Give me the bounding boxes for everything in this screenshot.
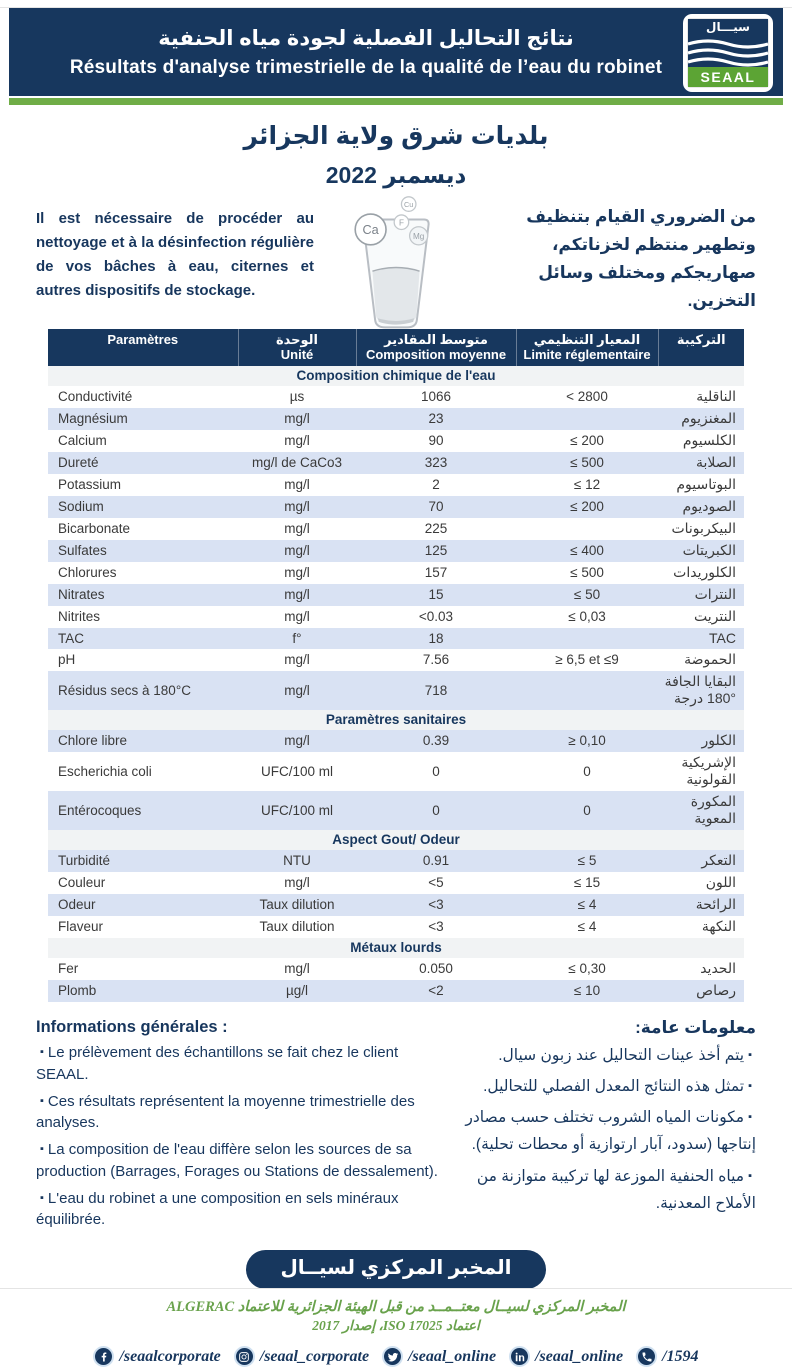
bullet-icon: ▪ (40, 1046, 44, 1058)
twitter-icon (382, 1346, 403, 1367)
cell-average-value: 157 (424, 565, 448, 580)
cell-average-value: 2 (432, 477, 440, 492)
section-title: Métaux lourds (48, 938, 744, 958)
cell-parameter-arabic: البوتاسيوم (676, 476, 736, 492)
bullet-icon: ▪ (748, 1049, 752, 1061)
cell-average-value: 23 (356, 408, 516, 430)
social-handle: /seaal_online (535, 1347, 624, 1365)
cell-regulatory-limit: ≤ 0,03 (568, 609, 606, 624)
cell-parameter: Conductivité (58, 389, 133, 404)
notice-arabic: من الضروري القيام بتنظيف وتطهير منتظم لخزناتكم، صهاريجكم ومختلف وسائل التخزين. (526, 207, 756, 311)
water-glass-illustration (332, 195, 460, 323)
table-row (48, 872, 744, 894)
info-item-text: Ces résultats représentent la moyenne trimestrielle des analyses. (36, 1092, 415, 1132)
cell-parameter: Odeur (48, 894, 238, 916)
table-section-row (48, 938, 744, 958)
info-item (454, 1073, 756, 1100)
bullet-icon: ▪ (748, 1169, 752, 1182)
cell-parameter-arabic: البيكربونات (671, 520, 736, 536)
cell-average-value: 0.050 (419, 961, 453, 976)
social-link[interactable] (93, 1346, 220, 1367)
cell-average-value: 0 (432, 763, 440, 779)
waves-icon (688, 37, 768, 67)
cell-regulatory-limit: ≥ 0,10 (516, 730, 658, 752)
cell-parameter-arabic: الكبريتات (658, 540, 744, 562)
info-item (36, 1042, 454, 1086)
cell-parameter-arabic: المكورة المعوية (658, 791, 744, 830)
cell-parameter: Potassium (58, 477, 122, 492)
mineral-f-label: F (398, 218, 404, 228)
cell-parameter: TAC (48, 628, 238, 649)
table-row (48, 752, 744, 791)
social-handle: /seaal_corporate (259, 1347, 370, 1365)
cell-parameter: Sulfates (48, 540, 238, 562)
social-handle: /1594 (662, 1347, 699, 1365)
column-header-0 (48, 329, 238, 366)
cell-parameter: Chlore libre (48, 730, 238, 752)
cell-regulatory-limit: ≤ 10 (516, 980, 658, 1002)
cell-average-value: 90 (428, 433, 444, 448)
bullet-icon: ▪ (40, 1094, 44, 1107)
cell-average-value: <3 (356, 894, 516, 916)
social-link[interactable] (636, 1346, 698, 1367)
cell-regulatory-limit: < 2800 (566, 389, 608, 404)
cell-average-value: 225 (424, 521, 448, 536)
table-row (48, 408, 744, 430)
cell-parameter: Couleur (58, 875, 106, 890)
social-link[interactable] (234, 1346, 369, 1367)
cell-unit: mg/l (284, 521, 310, 536)
social-row (0, 1346, 792, 1367)
cell-unit: Taux dilution (238, 894, 356, 916)
cell-parameter: Nitrates (48, 584, 238, 606)
central-lab-badge: المخبر المركزي لسيــال (246, 1250, 545, 1289)
cell-parameter: Dureté (48, 452, 238, 474)
column-header-1 (238, 329, 356, 366)
cell-parameter: Fer (58, 961, 79, 976)
cell-regulatory-limit (516, 671, 658, 710)
column-header-line2: Unité (280, 347, 314, 362)
cell-regulatory-limit: ≤ 15 (573, 875, 601, 890)
social-link[interactable] (509, 1346, 623, 1367)
cell-parameter: Sodium (48, 496, 238, 518)
cell-regulatory-limit (516, 628, 658, 649)
info-item (454, 1042, 756, 1069)
column-header-line2: Limite réglementaire (523, 347, 651, 362)
table-row (48, 958, 744, 980)
cell-parameter: Calcium (58, 433, 107, 448)
date-subtitle: ديسمبر 2022 (325, 162, 467, 188)
results-table (48, 329, 744, 1002)
cell-regulatory-limit: 0 (516, 791, 658, 830)
cell-regulatory-limit: ≤ 0,30 (568, 961, 606, 976)
cell-parameter: Escherichia coli (58, 763, 152, 779)
table-section-row (48, 710, 744, 730)
table-row (48, 916, 744, 938)
cell-parameter: Turbidité (48, 850, 238, 872)
social-handle: /seaal_online (408, 1347, 497, 1365)
section-title: Aspect Gout/ Odeur (48, 830, 744, 850)
seaal-logo-wordmark: SEAAL (688, 67, 768, 87)
cell-parameter-arabic: الحديد (700, 960, 736, 976)
table-row (48, 540, 744, 562)
cell-regulatory-limit: ≤ 50 (516, 584, 658, 606)
cell-average-value: 718 (356, 671, 516, 710)
cell-average-value: 7.56 (422, 652, 450, 667)
header-title-arabic: نتائج التحاليل الفصلية لجودة مياه الحنفية (158, 26, 574, 50)
column-header-2 (356, 329, 516, 366)
column-header-line1: متوسط المقادير (384, 332, 488, 347)
column-header-line1: التركيبة (676, 332, 726, 347)
cell-parameter: Entérocoques (48, 791, 238, 830)
cell-unit: Taux dilution (259, 919, 335, 934)
cell-parameter: pH (58, 652, 76, 667)
table-section-row (48, 830, 744, 850)
cell-unit: mg/l (238, 584, 356, 606)
info-item-text: La composition de l'eau diffère selon les sources de sa production (Barrages, Forages ou Stations de dessalement). (36, 1141, 438, 1180)
cell-unit: mg/l (284, 609, 310, 624)
column-header-line1: الوحدة (275, 332, 319, 347)
info-item (36, 1188, 454, 1232)
cell-regulatory-limit (516, 518, 658, 540)
table-row (48, 628, 744, 649)
cell-regulatory-limit (516, 408, 658, 430)
cell-unit: f° (238, 628, 356, 649)
info-item (36, 1091, 454, 1135)
cell-average-value: 70 (356, 496, 516, 518)
table-row (48, 671, 744, 710)
bullet-icon: ▪ (748, 1080, 752, 1093)
cell-parameter: Résidus secs à 180°C (48, 671, 238, 710)
info-item-text: مكونات المياه الشروب تختلف حسب مصادر إنتاجها (سدود، آبار ارتوازية أو محطات تحلية). (465, 1109, 756, 1154)
facebook-icon (93, 1346, 114, 1367)
cell-parameter: Bicarbonate (58, 521, 131, 536)
column-header-line1: المعيار التنظيمي (533, 332, 641, 347)
cell-unit: mg/l (238, 671, 356, 710)
cell-unit: mg/l (284, 433, 310, 448)
table-row (48, 496, 744, 518)
cell-parameter-arabic: الإشريكية القولونية (681, 754, 736, 787)
accreditation-line-1: المخبر المركزي لسيــال معتــمــد من قبل الهيئة الجزائرية للاعتماد ALGERAC (166, 1299, 626, 1315)
cell-regulatory-limit: ≤ 12 (573, 477, 601, 492)
cell-average-value: 125 (356, 540, 516, 562)
column-header-4 (658, 329, 744, 366)
mineral-ca-label: Ca (362, 222, 379, 237)
info-item-text: تمثل هذه النتائج المعدل الفصلي للتحاليل. (483, 1078, 745, 1096)
bullet-icon: ▪ (40, 1191, 44, 1204)
cell-parameter-arabic: الناقلية (696, 388, 736, 404)
table-row (48, 518, 744, 540)
cell-parameter: Plomb (48, 980, 238, 1002)
table-header-row (48, 329, 744, 366)
cell-regulatory-limit: ≤ 200 (570, 433, 604, 448)
cell-parameter: Chlorures (58, 565, 117, 580)
cell-unit: µg/l (238, 980, 356, 1002)
cell-parameter-arabic: الكلور (658, 730, 744, 752)
cell-parameter-arabic: المغنزيوم (658, 408, 744, 430)
bullet-icon: ▪ (748, 1111, 752, 1124)
table-row (48, 980, 744, 1002)
info-french-title: Informations générales : (36, 1018, 228, 1036)
cell-unit: µs (289, 389, 305, 404)
section-title: Paramètres sanitaires (48, 710, 744, 730)
table-row (48, 452, 744, 474)
cell-parameter-arabic: الرائحة (658, 894, 744, 916)
table-row (48, 791, 744, 830)
header-banner (9, 8, 783, 96)
accreditation-line-2: اعتماد ISO 17025، إصدار 2017 (312, 1318, 480, 1333)
info-item (454, 1163, 756, 1217)
general-info-row (36, 1018, 756, 1236)
cell-average-value: <3 (428, 919, 444, 934)
table-row (48, 606, 744, 628)
cell-parameter-arabic: اللون (705, 874, 736, 890)
header-titles (9, 8, 783, 96)
info-item-text: يتم أخذ عينات التحاليل عند زبون سيال. (498, 1047, 745, 1064)
cell-parameter-arabic: الكلوريدات (673, 564, 736, 580)
cell-unit: mg/l de CaCo3 (238, 452, 356, 474)
table-row (48, 894, 744, 916)
cell-parameter-arabic: الكلسيوم (682, 432, 736, 448)
table-row (48, 850, 744, 872)
cell-parameter: Magnésium (48, 408, 238, 430)
cell-unit: mg/l (238, 540, 356, 562)
cell-average-value: <2 (356, 980, 516, 1002)
cell-parameter: Nitrites (58, 609, 101, 624)
table-row (48, 386, 744, 408)
cell-regulatory-limit: ≤ 4 (516, 894, 658, 916)
cell-unit: mg/l (284, 477, 310, 492)
notice-french: Il est nécessaire de procéder au nettoyage et à la désinfection régulière de vos bâches à eau, citernes et autres dispositifs de stockage. (36, 210, 314, 299)
cell-average-value: 18 (356, 628, 516, 649)
cell-unit: UFC/100 ml (238, 791, 356, 830)
social-handle: /seaalcorporate (119, 1347, 221, 1365)
bullet-icon: ▪ (40, 1143, 44, 1155)
info-item-text: L'eau du robinet a une composition en sels minéraux équilibrée. (36, 1189, 399, 1229)
cell-parameter-arabic: النترات (658, 584, 744, 606)
mineral-cu-label: Cu (404, 199, 414, 209)
info-item (36, 1139, 454, 1183)
cell-average-value: <0.03 (418, 609, 454, 624)
info-arabic-title: معلومات عامة: (635, 1018, 756, 1037)
cell-unit: mg/l (284, 652, 310, 667)
cell-unit: mg/l (284, 961, 310, 976)
cell-average-value: 1066 (420, 389, 452, 404)
cell-parameter-arabic: الصلابة (658, 452, 744, 474)
column-header-line2: Composition moyenne (365, 347, 507, 362)
info-item (454, 1104, 756, 1158)
header-title-french: Résultats d'analyse trimestrielle de la qualité de l’eau du robinet (69, 56, 663, 78)
cell-regulatory-limit: ≤ 4 (577, 919, 597, 934)
cell-average-value: 323 (356, 452, 516, 474)
column-header-line1: Paramètres (107, 332, 179, 347)
cell-average-value: 0.39 (356, 730, 516, 752)
cell-regulatory-limit: 0 (583, 763, 591, 779)
info-arabic-block (454, 1018, 756, 1221)
linkedin-icon (509, 1346, 530, 1367)
results-table-head (48, 329, 744, 366)
table-section-row (48, 366, 744, 386)
cell-parameter: Flaveur (58, 919, 104, 934)
mineral-mg-label: Mg (412, 231, 425, 241)
cell-regulatory-limit: ≤ 5 (516, 850, 658, 872)
cell-parameter-arabic: TAC (658, 628, 744, 649)
cell-unit: mg/l (238, 496, 356, 518)
seaal-logo (683, 14, 773, 92)
table-row (48, 430, 744, 452)
cell-unit: UFC/100 ml (260, 763, 333, 779)
cell-unit: mg/l (284, 875, 310, 890)
seaal-logo-box (687, 18, 769, 88)
cell-regulatory-limit: ≥ 6,5 et ≤9 (555, 652, 619, 667)
cell-average-value: 15 (356, 584, 516, 606)
cell-unit: mg/l (238, 730, 356, 752)
cell-average-value: 0 (356, 791, 516, 830)
cell-unit: mg/l (238, 408, 356, 430)
cell-average-value: <5 (428, 875, 444, 890)
section-title: Composition chimique de l'eau (48, 366, 744, 386)
cell-parameter-arabic: الحموضة (684, 651, 736, 667)
cell-parameter-arabic: الصوديوم (658, 496, 744, 518)
cell-parameter-arabic: التعكر (658, 850, 744, 872)
cell-average-value: 0.91 (356, 850, 516, 872)
region-subtitle: بلديات شرق ولاية الجزائر (243, 122, 549, 150)
table-row (48, 649, 744, 671)
cell-regulatory-limit: ≤ 500 (516, 452, 658, 474)
cell-unit: mg/l (284, 565, 310, 580)
phone-icon (636, 1346, 657, 1367)
column-header-3 (516, 329, 658, 366)
table-row (48, 562, 744, 584)
social-link[interactable] (382, 1346, 496, 1367)
info-item-text: Le prélèvement des échantillons se fait chez le client SEAAL. (36, 1044, 399, 1083)
document-page (0, 8, 792, 1365)
info-item-text: مياه الحنفية الموزعة لها تركيبة متوازنة من الأملاح المعدنية. (476, 1167, 756, 1212)
cell-regulatory-limit: ≤ 200 (516, 496, 658, 518)
table-row (48, 730, 744, 752)
notice-row (36, 199, 756, 323)
seaal-logo-top (688, 19, 768, 67)
results-table-body (48, 366, 744, 1002)
table-row (48, 474, 744, 496)
cell-parameter-arabic: النتريت (694, 608, 736, 624)
instagram-icon (234, 1346, 255, 1367)
cell-regulatory-limit: ≤ 400 (516, 540, 658, 562)
green-divider (9, 98, 783, 105)
table-row (48, 584, 744, 606)
cell-regulatory-limit: ≤ 500 (570, 565, 604, 580)
cell-parameter-arabic: النكهة (701, 918, 736, 934)
info-french-block (36, 1018, 454, 1236)
cell-parameter-arabic: رصاص (658, 980, 744, 1002)
seaal-logo-arabic: سيـــال (706, 20, 750, 34)
cell-unit: NTU (238, 850, 356, 872)
cell-parameter-arabic: البقايا الجافة °180 درجة (658, 671, 744, 710)
